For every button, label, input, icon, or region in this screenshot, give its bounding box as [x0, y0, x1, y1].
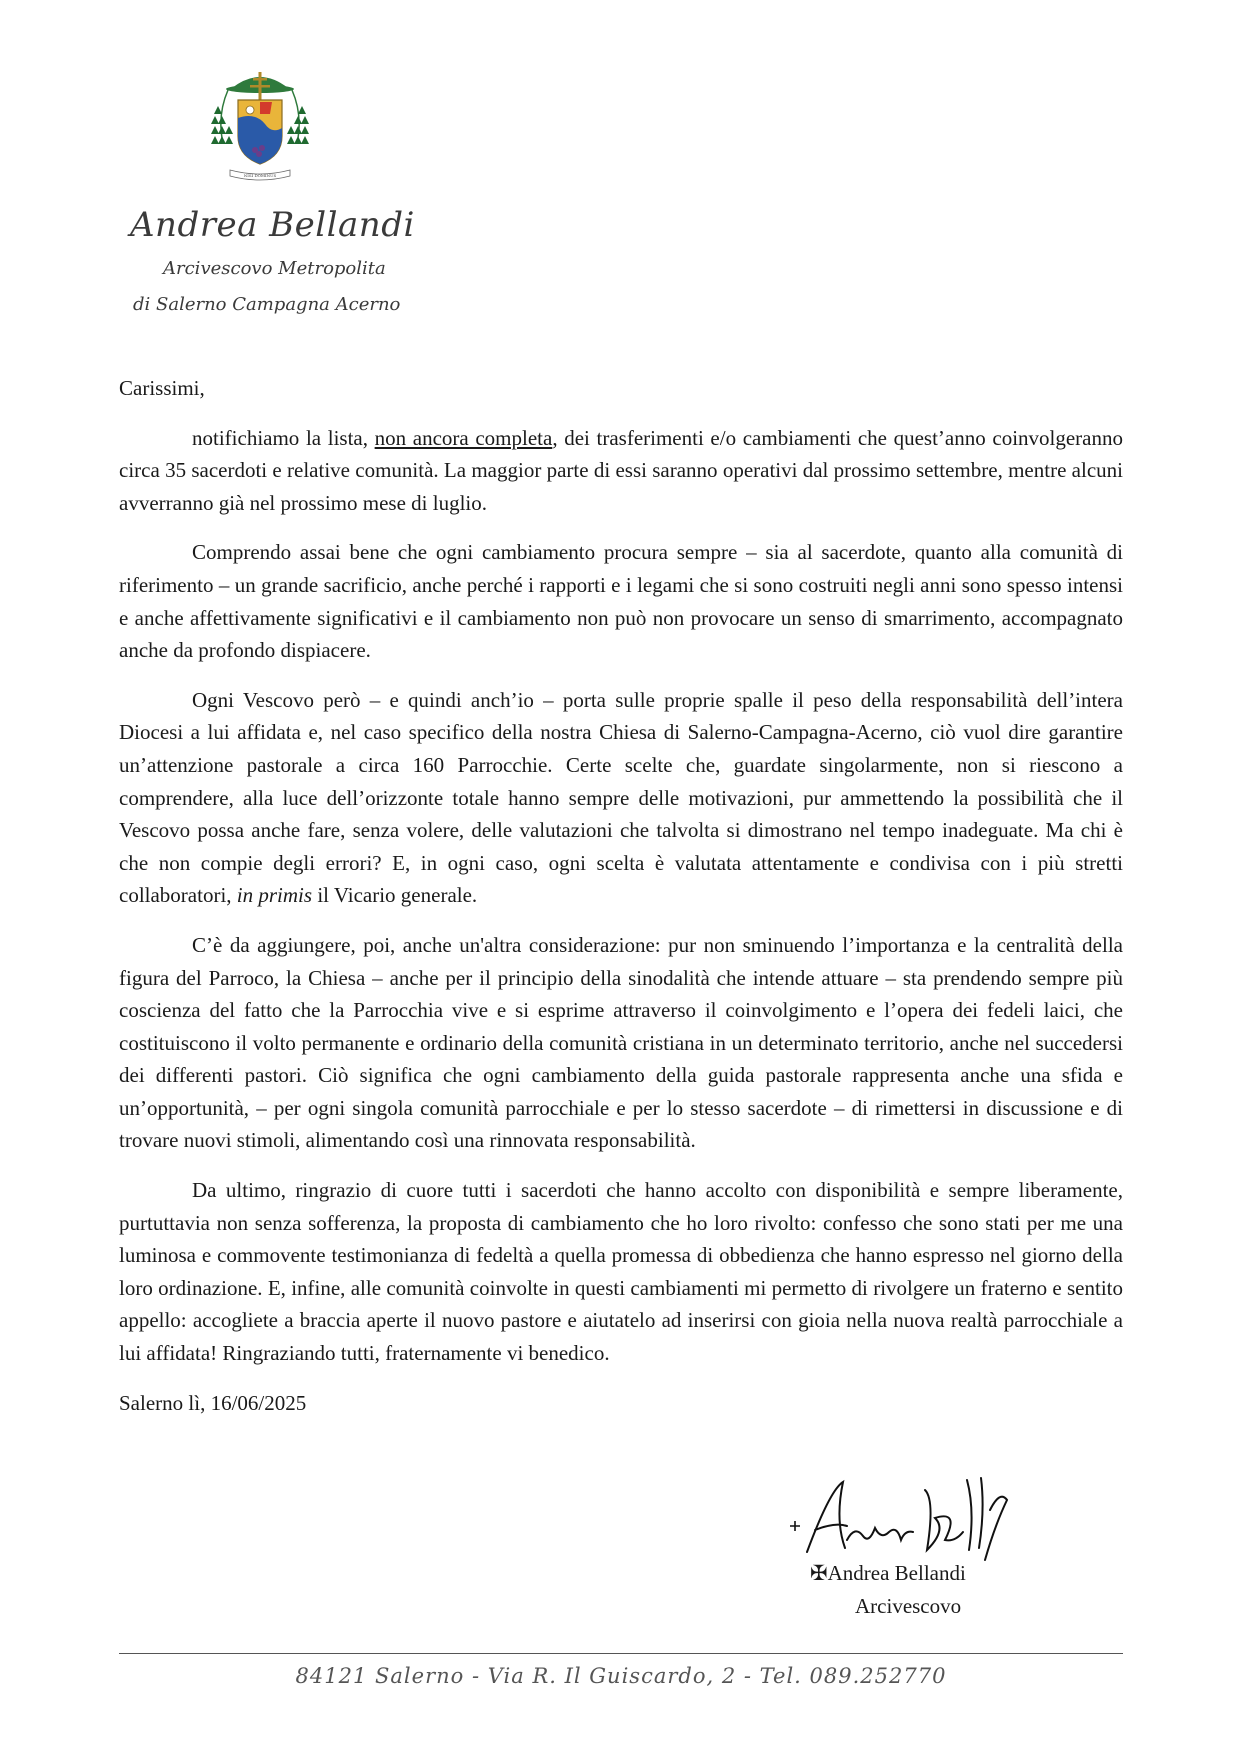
letter-body	[119, 372, 1123, 1419]
paragraph-2: Comprendo assai bene che ogni cambiamento procura sempre – sia al sacerdote, quanto alla comunità di riferimento – un grande sacrificio, anche perché i rapporti e i legami che si sono costruiti negli anni sono spesso intensi e anche affettivamente significativi e il cambiamento non può non provocare un senso di smarrimento, accompagnato anche da profondo dispiacere.	[119, 540, 1123, 663]
place-date: Salerno lì, 16/06/2025	[119, 1390, 307, 1415]
paragraph-1: notifichiamo la lista, non ancora completa, dei trasferimenti e/o cambiamenti che quest’anno coinvolgeranno circa 35 sacerdoti e relative comunità. La maggior parte di essi saranno operativi dal prossimo settembre, mentre alcuni avverranno già nel prossimo mese di luglio.	[119, 425, 1123, 515]
letterhead-name: Andrea Bellandi	[130, 205, 415, 245]
footer-divider	[119, 1653, 1123, 1654]
letterhead-title-line2: di Salerno Campagna Acerno	[133, 294, 401, 315]
italic-phrase: in primis	[236, 883, 313, 908]
signer-name: ✠Andrea Bellandi	[810, 1561, 966, 1585]
footer-address: 84121 Salerno - Via R. Il Guiscardo, 2 - Tel. 089.252770	[295, 1664, 947, 1688]
signature-block	[785, 1470, 1045, 1618]
svg-text:NISI DOMINUS: NISI DOMINUS	[243, 173, 277, 178]
episcopal-cross-icon: ✠	[810, 1561, 828, 1585]
salutation: Carissimi,	[119, 376, 205, 400]
letterhead-title-line1: Arcivescovo Metropolita	[163, 258, 386, 279]
handwritten-signature	[785, 1470, 1045, 1570]
paragraph-4: C’è da aggiungere, poi, anche un'altra considerazione: pur non sminuendo l’importanza e la centralità della figura del Parroco, la Chiesa – anche per il principio della sinodalità che intende attuare – sta prendendo sempre più coscienza del fatto che la Parrocchia vive e si esprime attraverso il coinvolgimento e l’opera dei fedeli laici, che costituiscono il volto permanente e ordinario della comunità cristiana in un determinato territorio, anche nel succedersi dei differenti pastori. Ciò significa che ogni cambiamento della guida pastorale rappresenta anche una sfida e un’opportunità, – per ogni singola comunità parrocchiale e per lo stesso sacerdote – di rimettersi in discussione e di trovare nuovi stimoli, alimentando così una rinnovata responsabilità.	[119, 932, 1123, 1153]
coat-of-arms-icon	[210, 58, 310, 188]
paragraph-5: Da ultimo, ringrazio di cuore tutti i sacerdoti che hanno accolto con disponibilità e sempre liberamente, purtuttavia non senza sofferenza, la proposta di cambiamento che ho loro rivolto: confesso che sono stati per me una luminosa e commovente testimonianza di fedeltà a quella promessa di obbedienza che hanno espresso nel giorno della loro ordinazione. E, infine, alle comunità coinvolte in questi cambiamenti mi permetto di rivolgere un fraterno e sentito appello: accogliete a braccia aperte il nuovo pastore e aiutatelo ad inserirsi con gioia nella nuova realtà parrocchiale a lui affidata! Ringraziando tutti, fraternamente vi benedico.	[119, 1178, 1123, 1366]
paragraph-3: Ogni Vescovo però – e quindi anch’io – porta sulle proprie spalle il peso della responsabilità dell’intera Diocesi a lui affidata e, nel caso specifico della nostra Chiesa di Salerno-Campagna-Acerno, ciò vuol dire garantire un’attenzione pastorale a circa 160 Parrocchie. Certe scelte che, guardate singolarmente, non si riescono a comprendere, alla luce dell’orizzonte totale hanno sempre delle motivazioni, pur ammettendo la possibilità che il Vescovo possa anche fare, senza volere, delle valutazioni che talvolta si dimostrano nel tempo inadeguate. Ma chi è che non compie degli errori? E, in ogni caso, ogni scelta è valutata attentamente e condivisa con i più stretti collaboratori, in primis il Vicario generale.	[119, 687, 1123, 908]
signer-role: Arcivescovo	[855, 1594, 962, 1618]
underlined-phrase: non ancora completa	[374, 425, 553, 450]
